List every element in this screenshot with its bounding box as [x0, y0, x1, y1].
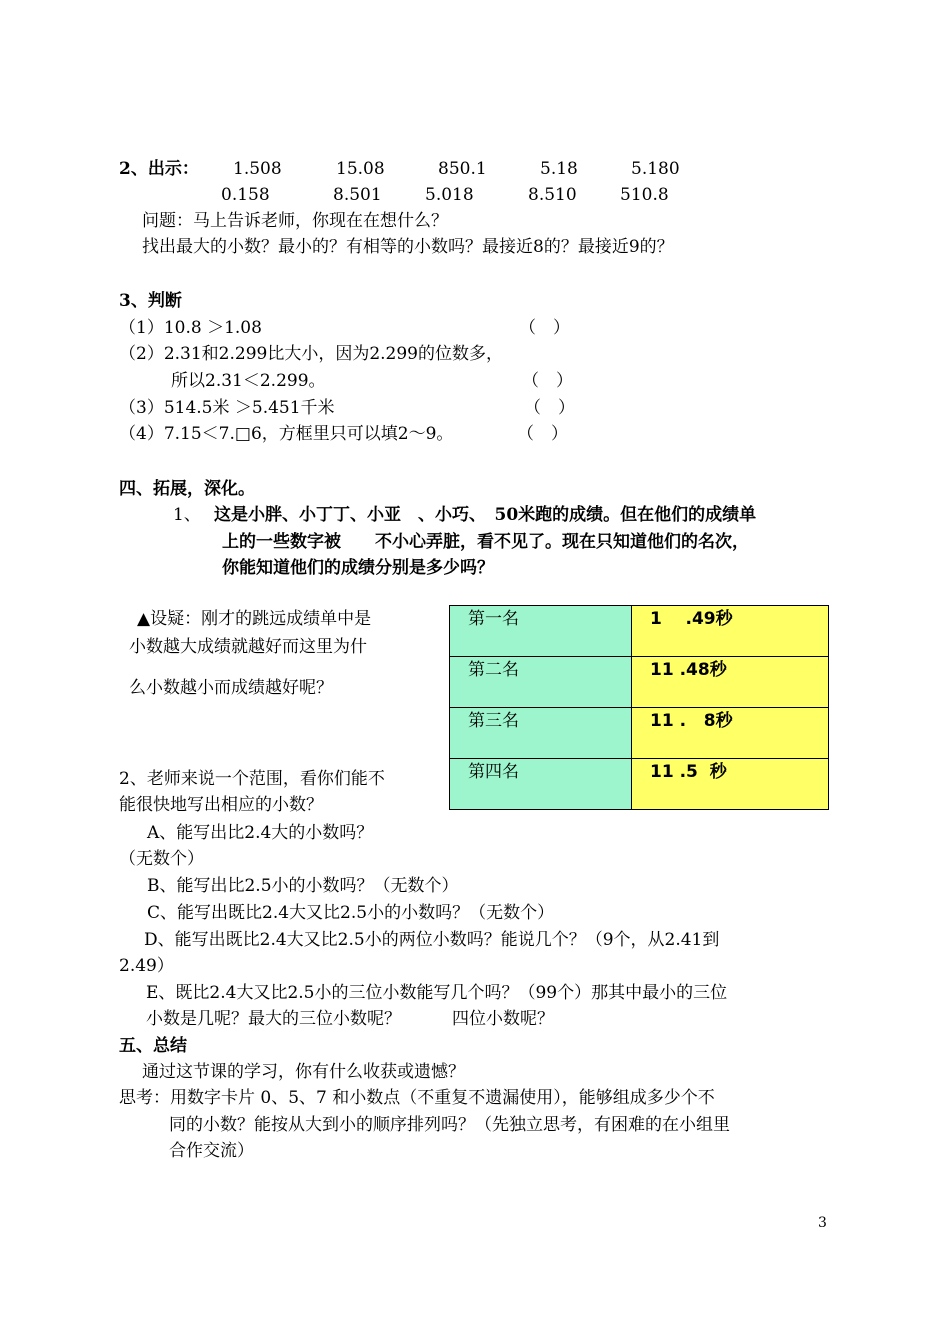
rank-cell: 第一名: [450, 606, 632, 657]
number-8-510: 8.510: [528, 185, 577, 205]
number-5-18: 5.18: [540, 159, 578, 179]
judge-item-1: （1）10.8 ＞1.08: [119, 318, 262, 338]
note-line-1: ▲设疑：刚才的跳远成绩单中是: [137, 609, 372, 629]
rank-cell: 第二名: [450, 657, 632, 708]
table-row: [450, 606, 829, 657]
section2-question-1: 问题：马上告诉老师，你现在在想什么？: [142, 211, 448, 231]
score-value: 1 .49秒: [650, 609, 733, 629]
rank-cell: 第四名: [450, 759, 632, 810]
score-cell: [632, 606, 829, 657]
number-15-08: 15.08: [336, 159, 385, 179]
judge-item-4: （4）7.15＜7.□6，方框里只可以填2～9。: [119, 424, 454, 444]
task-1-line-2: 上的一些数字被 不小心弄脏，看不见了。现在只知道他们的名次，: [222, 532, 749, 552]
number-5-180: 5.180: [631, 159, 680, 179]
score-value: 11 .48秒: [650, 660, 727, 680]
item-d: D、能写出既比2.4大又比2.5小的两位小数吗？能说几个？（9个，从2.41到: [144, 930, 720, 950]
number-510-8: 510.8: [620, 185, 669, 205]
number-1-508: 1.508: [233, 159, 282, 179]
score-value: 11 . 8秒: [650, 711, 733, 731]
number-0-158: 0.158: [221, 185, 270, 205]
task-2-line-1: 2、老师来说一个范围，看你们能不: [119, 769, 385, 789]
item-e: E、既比2.4大又比2.5小的三位小数能写几个吗？（99个）那其中最小的三位: [146, 983, 728, 1003]
table-row: [450, 708, 829, 759]
score-value: 11 .5 秒: [650, 762, 727, 782]
number-850-1: 850.1: [438, 159, 487, 179]
number-5-018: 5.018: [425, 185, 474, 205]
think-line-2: 同的小数？能按从大到小的顺序排列吗？（先独立思考，有困难的在小组里: [169, 1115, 730, 1135]
think-line-3: 合作交流）: [169, 1141, 254, 1161]
item-d-cont: 2.49）: [119, 956, 174, 976]
judge-item-3: （3）514.5米 ＞5.451千米: [119, 398, 335, 418]
section3-title: 3、判断: [119, 291, 182, 311]
judge-paren-3: （ ）: [524, 398, 575, 418]
section5-title: 五、总结: [119, 1036, 187, 1056]
section2-label: 2、出示：: [119, 159, 199, 179]
page-number: 3: [818, 1215, 827, 1231]
table-row: [450, 759, 829, 810]
summary-line: 通过这节课的学习，你有什么收获或遗憾？: [142, 1062, 465, 1082]
section2-question-2: 找出最大的小数？最小的？有相等的小数吗？最接近8的？最接近9的？: [142, 237, 674, 257]
judge-paren-1: （ ）: [519, 318, 570, 338]
judge-item-2: （2）2.31和2.299比大小，因为2.299的位数多，: [119, 344, 504, 364]
think-line-1: 思考：用数字卡片 0、5、7 和小数点（不重复不遗漏使用），能够组成多少个不: [119, 1088, 715, 1108]
score-table: [449, 605, 829, 810]
item-b: B、能写出比2.5小的小数吗？（无数个）: [147, 876, 459, 896]
item-a: A、能写出比2.4大的小数吗？: [147, 823, 374, 843]
judge-paren-2: （ ）: [522, 371, 573, 391]
note-line-3: 么小数越小而成绩越好呢？: [129, 678, 333, 698]
note-line-2: 小数越大成绩就越好而这里为什: [129, 637, 367, 657]
item-e-cont: 小数是几呢？最大的三位小数呢？ 四位小数呢？: [146, 1009, 554, 1029]
score-cell: [632, 708, 829, 759]
number-8-501: 8.501: [333, 185, 382, 205]
table-row: [450, 657, 829, 708]
item-a-answer: （无数个）: [119, 849, 204, 869]
item-c: C、能写出既比2.4大又比2.5小的小数吗？（无数个）: [147, 903, 555, 923]
score-cell: [632, 657, 829, 708]
section4-title: 四、拓展，深化。: [119, 479, 255, 499]
task-1-line-3: 你能知道他们的成绩分别是多少吗？: [222, 558, 494, 578]
rank-cell: 第三名: [450, 708, 632, 759]
judge-paren-4: （ ）: [517, 424, 568, 444]
task-2-line-2: 能很快地写出相应的小数？: [119, 795, 323, 815]
task-1-number: 1、: [173, 505, 201, 525]
judge-item-2-cont: 所以2.31＜2.299。: [171, 371, 326, 391]
score-cell: [632, 759, 829, 810]
task-1-line-1: 这是小胖、小丁丁、小亚 、小巧、 50米跑的成绩。但在他们的成绩单: [214, 505, 757, 525]
